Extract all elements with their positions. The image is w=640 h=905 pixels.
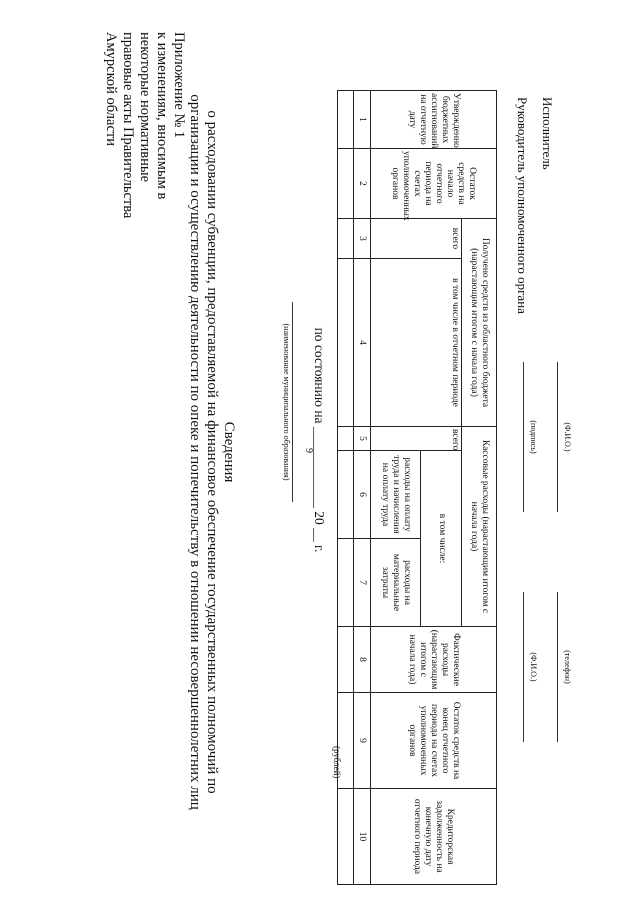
units-label: (рублей) (332, 746, 342, 779)
table-cell (338, 693, 354, 789)
header-approved: Утвержденно бюджетных ассигнований на отчетную дату (371, 91, 497, 149)
appendix-line: к изменениям, вносимым в (154, 32, 170, 200)
page-number: 9 (303, 448, 314, 453)
header-cash-material: расходы на материальные затраты (371, 539, 421, 627)
as-of-date: по состоянию на ____________ 20 __ г. (312, 327, 327, 553)
head-signature-line (523, 362, 524, 512)
executor-phone-line (557, 592, 558, 742)
column-number: 1 (354, 91, 371, 149)
appendix-block (102, 32, 187, 242)
table-cell (338, 451, 354, 539)
appendix-title: Приложение № 1 (171, 32, 187, 139)
header-cash-group: Кассовые расходы (нарастающим итогом с начала года) (462, 427, 497, 627)
header-closing-balance: Остаток средств на конец отчетного периода на счетах уполномоченных органов (371, 693, 497, 789)
column-number: 4 (354, 259, 371, 427)
report-subtitle-line2: организации и осуществлению деятельности по опеке и попечительству в отношении несовершеннолетних лиц (187, 94, 203, 810)
header-cash-labor: расходы на оплату труда и начисления на оплату труда (371, 451, 421, 539)
column-number: 3 (354, 219, 371, 259)
table-cell (338, 539, 354, 627)
column-number: 7 (354, 539, 371, 627)
table-row (338, 91, 354, 885)
header-payables: Кредиторская задолженность на конечную дату отчетного периода (371, 789, 497, 885)
executor-phone-caption: (телефон) (563, 650, 572, 684)
header-received-group: Получено средств из областного бюджета (нарастающим итогом с начала года) (462, 219, 497, 427)
header-received-period: в том числе в отчетном периоде (371, 259, 462, 427)
column-number: 5 (354, 427, 371, 451)
column-number: 2 (354, 149, 371, 219)
appendix-line: правовые акты Правительства (120, 32, 136, 219)
table-cell (338, 149, 354, 219)
executor-fio-caption: (Ф.И.О.) (563, 422, 572, 452)
head-signature-label: Руководитель уполномоченного органа (515, 97, 530, 314)
table-cell (338, 427, 354, 451)
head-fio-caption: (Ф.И.О.) (529, 652, 538, 682)
column-number: 10 (354, 789, 371, 885)
executor-fio-line (557, 362, 558, 512)
header-cash-total: всего (371, 427, 462, 451)
table-cell (338, 627, 354, 693)
header-opening-balance: Остаток средств на начало отчетного периода на счетах уполномоченных органов (371, 149, 497, 219)
header-actual-expenses: Фактические расходы (нарастающим итогом с начала года) (371, 627, 497, 693)
report-title: Сведения (221, 421, 237, 483)
header-cash-including: в том числе: (420, 451, 462, 627)
municipality-caption: (наименование муниципального образования) (281, 302, 293, 502)
head-fio-line (523, 592, 524, 742)
expenditure-table (337, 90, 497, 885)
header-received-total: всего (371, 219, 462, 259)
table-cell (338, 91, 354, 149)
executor-label: Исполнитель (540, 97, 555, 170)
table-cell (338, 259, 354, 427)
table-cell (338, 219, 354, 259)
table-cell (338, 789, 354, 885)
appendix-line: Амурской области (103, 32, 119, 146)
report-subtitle-line1: о расходовании субвенции, предоставляемой на финансовое обеспечение государственных полномочий по (204, 110, 220, 794)
column-number: 8 (354, 627, 371, 693)
report-heading (186, 2, 237, 902)
column-number: 6 (354, 451, 371, 539)
head-signature-caption: (подпись) (529, 420, 538, 454)
column-number: 9 (354, 693, 371, 789)
document-sheet (2, 2, 622, 902)
appendix-line: некоторые нормативные (137, 32, 153, 183)
